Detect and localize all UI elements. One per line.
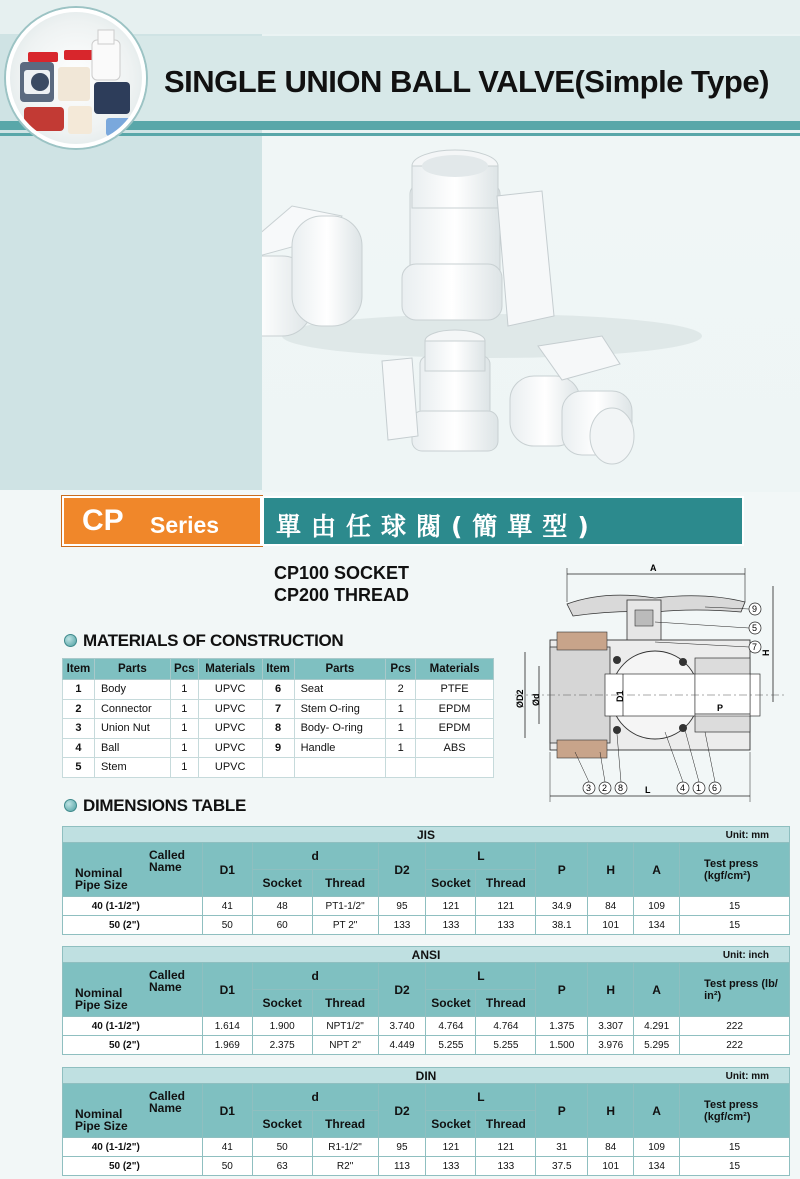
- nominal-label: Nominal Pipe Size: [75, 1107, 128, 1133]
- materials-table: [62, 658, 494, 778]
- materials-cell: 8: [262, 719, 294, 739]
- col-header-thread: Thread: [476, 870, 536, 897]
- table-cell: 1.375: [536, 1017, 588, 1036]
- table-cell: 3.307: [588, 1017, 634, 1036]
- col-header: Pcs: [386, 659, 416, 680]
- table-cell: 50: [202, 916, 252, 935]
- materials-cell: UPVC: [198, 758, 262, 778]
- table-cell: 4.291: [634, 1017, 680, 1036]
- table-cell: 109: [634, 897, 680, 916]
- col-header-h: H: [588, 843, 634, 897]
- col-header-a: A: [634, 843, 680, 897]
- col-header-p: P: [536, 1084, 588, 1138]
- materials-row: [63, 699, 494, 719]
- table-cell: 95: [378, 1138, 426, 1157]
- materials-cell: 1: [170, 738, 198, 758]
- table-cell: 121: [426, 897, 476, 916]
- callout-label: 2: [602, 783, 608, 793]
- table-cell: 4.764: [426, 1017, 476, 1036]
- table-cell: 101: [588, 1157, 634, 1176]
- table-cell: 4.449: [378, 1036, 426, 1055]
- called-name-label: Called Name: [149, 968, 186, 994]
- materials-cell: EPDM: [416, 699, 494, 719]
- nominal-label: Nominal Pipe Size: [75, 986, 128, 1012]
- table-cell: 50: [202, 1157, 252, 1176]
- table-cell: 5.255: [426, 1036, 476, 1055]
- col-header-d2: D2: [378, 1084, 426, 1138]
- col-header-d2: D2: [378, 843, 426, 897]
- unit-label: Unit: inch: [722, 950, 769, 961]
- standard-name: JIS: [416, 827, 435, 842]
- table-cell: 5.295: [634, 1036, 680, 1055]
- series-title-band: [262, 496, 744, 546]
- table-cell: 63: [252, 1157, 312, 1176]
- col-header-a: A: [634, 963, 680, 1017]
- table-cell: 31: [536, 1138, 588, 1157]
- materials-cell: 3: [63, 719, 95, 739]
- col-header: Materials: [416, 659, 494, 680]
- dim-label-d: Ød: [531, 693, 541, 706]
- called-name-label: Called Name: [149, 848, 186, 874]
- materials-cell: Seat: [294, 680, 386, 700]
- col-header-a: A: [634, 1084, 680, 1138]
- table-cell: 15: [680, 1138, 790, 1157]
- table-cell: 133: [476, 916, 536, 935]
- col-header-thread: Thread: [312, 870, 378, 897]
- called-name-label: Called Name: [149, 1089, 186, 1115]
- col-header-d1: D1: [202, 963, 252, 1017]
- table-cell: 84: [588, 897, 634, 916]
- materials-row: [63, 738, 494, 758]
- col-header-test-press: Test press (kgf/cm²): [680, 843, 790, 897]
- materials-cell: UPVC: [198, 680, 262, 700]
- dim-label-p: P: [717, 703, 724, 713]
- nominal-size-cell: 40 (1-1/2"): [63, 1017, 203, 1036]
- table-cell: 3.976: [588, 1036, 634, 1055]
- col-header-d1: D1: [202, 1084, 252, 1138]
- callout-label: 1: [696, 783, 702, 793]
- col-header-thread: Thread: [476, 1111, 536, 1138]
- table-cell: 133: [426, 916, 476, 935]
- table-cell: 95: [378, 897, 426, 916]
- col-header-d: d: [252, 843, 378, 870]
- materials-heading: [64, 631, 343, 651]
- col-header-d1: D1: [202, 843, 252, 897]
- dim-label-d1: D1: [615, 690, 625, 702]
- table-cell: 134: [634, 1157, 680, 1176]
- callout-label: 9: [752, 604, 758, 614]
- unit-label: Unit: mm: [725, 830, 769, 841]
- col-header-d: d: [252, 963, 378, 990]
- table-cell: 121: [426, 1138, 476, 1157]
- col-header-thread: Thread: [476, 990, 536, 1017]
- table-cell: 134: [634, 916, 680, 935]
- table-cell: 37.5: [536, 1157, 588, 1176]
- callout-label: 5: [752, 623, 758, 633]
- col-header-l: L: [426, 963, 536, 990]
- materials-cell: Stem O-ring: [294, 699, 386, 719]
- product-photo-circle: [6, 8, 146, 148]
- table-cell: 101: [588, 916, 634, 935]
- standard-title: [63, 947, 790, 963]
- dim-label-l: L: [645, 785, 651, 795]
- standard-name: ANSI: [411, 947, 441, 962]
- table-cell: R2": [312, 1157, 378, 1176]
- materials-header-row: [63, 659, 494, 680]
- nominal-label: Nominal Pipe Size: [75, 866, 128, 892]
- page-title: SINGLE UNION BALL VALVE(Simple Type): [164, 64, 769, 99]
- model-thread: CP200 THREAD: [274, 585, 410, 605]
- bullet-icon: [64, 799, 77, 812]
- table-cell: 121: [476, 897, 536, 916]
- col-header-thread: Thread: [312, 1111, 378, 1138]
- dimensions-table-din: [62, 1067, 790, 1176]
- unit-label: Unit: mm: [725, 1071, 769, 1082]
- table-cell: 133: [426, 1157, 476, 1176]
- col-header: Pcs: [170, 659, 198, 680]
- table-cell: 222: [680, 1017, 790, 1036]
- materials-cell: EPDM: [416, 719, 494, 739]
- table-cell: 15: [680, 916, 790, 935]
- col-header-d: d: [252, 1084, 378, 1111]
- standard-name: DIN: [415, 1068, 437, 1083]
- dim-label-a: A: [650, 563, 657, 573]
- table-cell: 1.500: [536, 1036, 588, 1055]
- dimensions-table-jis: [62, 826, 790, 935]
- table-cell: PT 2": [312, 916, 378, 935]
- col-header-socket: Socket: [252, 870, 312, 897]
- materials-cell: Handle: [294, 738, 386, 758]
- table-cell: 121: [476, 1138, 536, 1157]
- table-cell: 113: [378, 1157, 426, 1176]
- callout-label: 8: [618, 783, 624, 793]
- series-word: Series: [150, 512, 220, 538]
- materials-cell: 6: [262, 680, 294, 700]
- nominal-size-cell: 40 (1-1/2"): [63, 1138, 203, 1157]
- materials-cell: UPVC: [198, 719, 262, 739]
- nominal-size-cell: 40 (1-1/2"): [63, 897, 203, 916]
- materials-cell: [416, 758, 494, 778]
- nominal-size-cell: 50 (2"): [63, 1157, 203, 1176]
- standard-title: [63, 1068, 790, 1084]
- materials-cell: 1: [386, 738, 416, 758]
- called-name-header: [63, 1084, 203, 1138]
- standard-title: [63, 827, 790, 843]
- materials-cell: 2: [63, 699, 95, 719]
- table-cell: 5.255: [476, 1036, 536, 1055]
- series-badge: [62, 496, 262, 546]
- table-cell: 48: [252, 897, 312, 916]
- materials-cell: Body- O-ring: [294, 719, 386, 739]
- materials-cell: [294, 758, 386, 778]
- table-cell: 34.9: [536, 897, 588, 916]
- materials-cell: Union Nut: [94, 719, 170, 739]
- dimensions-heading: [64, 796, 246, 816]
- table-row: [63, 1017, 790, 1036]
- materials-cell: 4: [63, 738, 95, 758]
- materials-row: [63, 680, 494, 700]
- table-cell: NPT1/2": [312, 1017, 378, 1036]
- materials-cell: 1: [170, 719, 198, 739]
- materials-row: [63, 758, 494, 778]
- table-row: [63, 916, 790, 935]
- table-row: [63, 1138, 790, 1157]
- table-cell: 84: [588, 1138, 634, 1157]
- col-header-p: P: [536, 843, 588, 897]
- table-cell: PT1-1/2": [312, 897, 378, 916]
- col-header-l: L: [426, 843, 536, 870]
- materials-cell: 2: [386, 680, 416, 700]
- table-cell: 222: [680, 1036, 790, 1055]
- col-header-socket: Socket: [426, 990, 476, 1017]
- col-header-d2: D2: [378, 963, 426, 1017]
- table-cell: 38.1: [536, 916, 588, 935]
- valves-image: [262, 136, 800, 492]
- table-cell: 41: [202, 897, 252, 916]
- col-header: Item: [262, 659, 294, 680]
- col-header-l: L: [426, 1084, 536, 1111]
- col-header-test-press: Test press (lb/ in²): [680, 963, 790, 1017]
- table-cell: NPT 2": [312, 1036, 378, 1055]
- table-cell: 4.764: [476, 1017, 536, 1036]
- materials-cell: UPVC: [198, 738, 262, 758]
- series-chinese-title: 單由任球閥(簡單型): [276, 512, 599, 541]
- materials-cell: Stem: [94, 758, 170, 778]
- materials-cell: 7: [262, 699, 294, 719]
- valve-cross-section-diagram: [505, 562, 795, 812]
- materials-cell: Ball: [94, 738, 170, 758]
- col-header-thread: Thread: [312, 990, 378, 1017]
- called-name-header: [63, 843, 203, 897]
- materials-cell: Connector: [94, 699, 170, 719]
- table-row: [63, 1157, 790, 1176]
- materials-cell: UPVC: [198, 699, 262, 719]
- nominal-size-cell: 50 (2"): [63, 1036, 203, 1055]
- dim-label-h: H: [761, 649, 771, 656]
- dimensions-heading-text: DIMENSIONS TABLE: [83, 796, 247, 815]
- table-cell: 109: [634, 1138, 680, 1157]
- table-row: [63, 1036, 790, 1055]
- col-header-h: H: [588, 963, 634, 1017]
- materials-cell: 1: [386, 699, 416, 719]
- table-cell: 41: [202, 1138, 252, 1157]
- col-header: Materials: [198, 659, 262, 680]
- cross-section-drawing: [505, 562, 795, 812]
- table-cell: 1.969: [202, 1036, 252, 1055]
- materials-heading-text: MATERIALS OF CONSTRUCTION: [83, 631, 344, 650]
- callout-label: 7: [752, 642, 758, 652]
- called-name-header: [63, 963, 203, 1017]
- materials-cell: 1: [170, 699, 198, 719]
- table-cell: 3.740: [378, 1017, 426, 1036]
- table-cell: R1-1/2": [312, 1138, 378, 1157]
- table-cell: 50: [252, 1138, 312, 1157]
- col-header-socket: Socket: [252, 990, 312, 1017]
- nominal-size-cell: 50 (2"): [63, 916, 203, 935]
- col-header-h: H: [588, 1084, 634, 1138]
- col-header-socket: Socket: [426, 1111, 476, 1138]
- series-code: CP: [82, 504, 124, 537]
- materials-cell: PTFE: [416, 680, 494, 700]
- col-header-socket: Socket: [426, 870, 476, 897]
- col-header: Parts: [294, 659, 386, 680]
- col-header: Parts: [94, 659, 170, 680]
- table-cell: 2.375: [252, 1036, 312, 1055]
- materials-cell: [386, 758, 416, 778]
- materials-row: [63, 719, 494, 739]
- materials-cell: 1: [386, 719, 416, 739]
- callout-label: 4: [680, 783, 686, 793]
- model-socket: CP100 SOCKET: [274, 563, 410, 583]
- materials-cell: 5: [63, 758, 95, 778]
- materials-cell: 9: [262, 738, 294, 758]
- product-photo: [262, 136, 800, 492]
- table-cell: 60: [252, 916, 312, 935]
- materials-cell: 1: [63, 680, 95, 700]
- table-row: [63, 897, 790, 916]
- table-cell: 15: [680, 1157, 790, 1176]
- bullet-icon: [64, 634, 77, 647]
- materials-cell: [262, 758, 294, 778]
- table-cell: 1.614: [202, 1017, 252, 1036]
- callout-label: 3: [586, 783, 592, 793]
- table-cell: 133: [378, 916, 426, 935]
- dimensions-table-ansi: [62, 946, 790, 1055]
- materials-cell: 1: [170, 758, 198, 778]
- col-header-test-press: Test press (kgf/cm²): [680, 1084, 790, 1138]
- table-cell: 1.900: [252, 1017, 312, 1036]
- table-cell: 133: [476, 1157, 536, 1176]
- callout-label: 6: [712, 783, 718, 793]
- col-header-p: P: [536, 963, 588, 1017]
- materials-cell: 1: [170, 680, 198, 700]
- table-cell: 15: [680, 897, 790, 916]
- dim-label-d2: ØD2: [515, 689, 525, 708]
- col-header: Item: [63, 659, 95, 680]
- materials-cell: Body: [94, 680, 170, 700]
- materials-cell: ABS: [416, 738, 494, 758]
- col-header-socket: Socket: [252, 1111, 312, 1138]
